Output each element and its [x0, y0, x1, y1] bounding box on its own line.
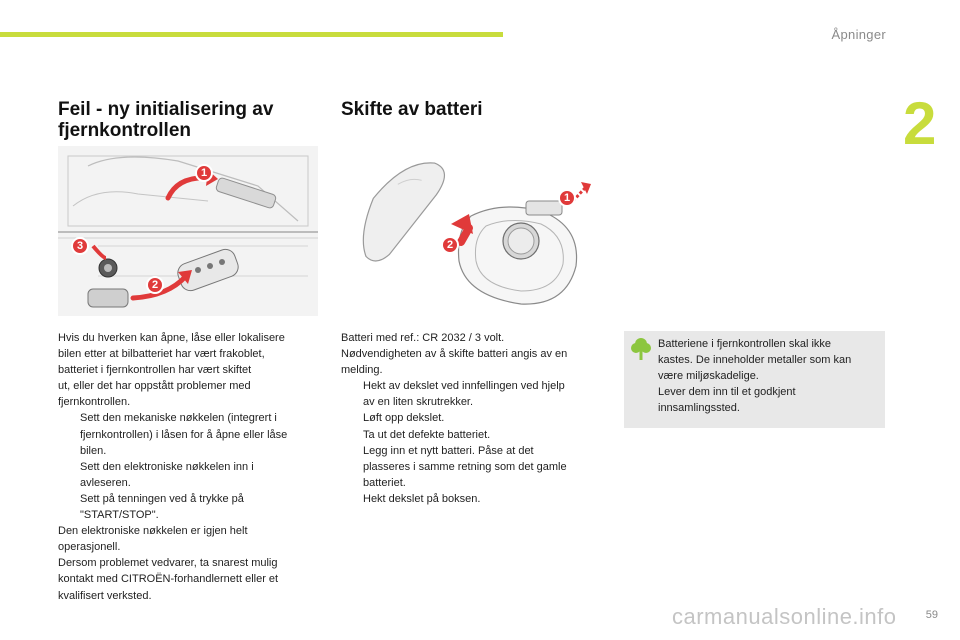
bullet-marker-icon	[341, 378, 363, 410]
list-item: Legg inn et nytt batteri. Påse at det plasseres i samme retning som det gamle batteriet.	[341, 443, 603, 491]
eco-note-box	[624, 331, 885, 428]
list-item: Løft opp dekslet.	[341, 410, 603, 426]
eco-note-text: Batteriene i fjernkontrollen skal ikke kastes. De inneholder metaller som kan være miljøskadelige. Lever dem inn til et godkjent innsamlingssted.	[658, 338, 852, 415]
leaf-tree-icon	[631, 337, 651, 361]
bullet-marker-icon	[58, 459, 80, 491]
reinit-title: Feil - ny initialisering av fjernkontrollen	[58, 99, 274, 141]
callout-2: 2	[441, 236, 459, 254]
callout-1: 1	[558, 189, 576, 207]
paragraph-line: bilen etter at bilbatteriet har vært frakoblet,	[58, 348, 265, 361]
list-item: Sett den mekaniske nøkkelen (integrert i fjernkontrollen) i låsen for å åpne eller låse bilen.	[58, 410, 320, 458]
list-item: Ta ut det defekte batteriet.	[341, 427, 603, 443]
paragraph-line: kontakt med CITROËN-forhandlernett eller et	[58, 573, 279, 586]
reinit-illustration	[58, 146, 318, 316]
paragraph-line: melding.	[341, 364, 383, 377]
page-number: 59	[925, 609, 938, 621]
paragraph-line: ut, eller det har oppstått problemer med	[58, 380, 251, 393]
section-label: Åpninger	[831, 27, 886, 42]
bullet-marker-icon	[341, 443, 363, 491]
bullet-marker-icon	[341, 491, 363, 507]
paragraph-line: Dersom problemet vedvarer, ta snarest mulig	[58, 557, 278, 570]
key-battery-drawing	[341, 146, 601, 316]
paragraph-line: operasjonell.	[58, 541, 121, 554]
bullet-marker-icon	[58, 491, 80, 523]
battery-body	[341, 330, 603, 507]
bullet-marker-icon	[58, 410, 80, 458]
paragraph-line: kvalifisert verksted.	[58, 589, 152, 602]
list-item: Sett den elektroniske nøkkelen inn i avleseren.	[58, 459, 320, 491]
header-accent-bar	[0, 32, 503, 37]
paragraph-line: Hvis du hverken kan åpne, låse eller lokalisere	[58, 332, 285, 344]
chapter-number: 2	[903, 90, 937, 157]
car-door-key-drawing	[58, 146, 318, 316]
paragraph-line: Batteri med ref.: CR 2032 / 3 volt.	[341, 332, 505, 344]
battery-title: Skifte av batteri	[341, 99, 483, 120]
list-item: Hekt dekslet på boksen.	[341, 491, 603, 507]
battery-illustration	[341, 146, 601, 316]
watermark: carmanualsonline.info	[672, 604, 897, 629]
paragraph-line: Nødvendigheten av å skifte batteri angis av en	[341, 348, 568, 361]
list-item: Hekt av dekslet ved innfellingen ved hjelp av en liten skrutrekker.	[341, 378, 603, 410]
callout-3: 3	[71, 237, 89, 255]
paragraph-line: Den elektroniske nøkkelen er igjen helt	[58, 525, 248, 538]
reinit-body	[58, 330, 320, 604]
bullet-marker-icon	[341, 410, 363, 426]
callout-1: 1	[195, 164, 213, 182]
bullet-marker-icon	[341, 427, 363, 443]
callout-2: 2	[146, 276, 164, 294]
paragraph-line: batteriet i fjernkontrollen har vært skiftet	[58, 364, 252, 377]
list-item: Sett på tenningen ved å trykke på "START/STOP".	[58, 491, 320, 523]
paragraph-line: fjernkontrollen.	[58, 396, 131, 409]
